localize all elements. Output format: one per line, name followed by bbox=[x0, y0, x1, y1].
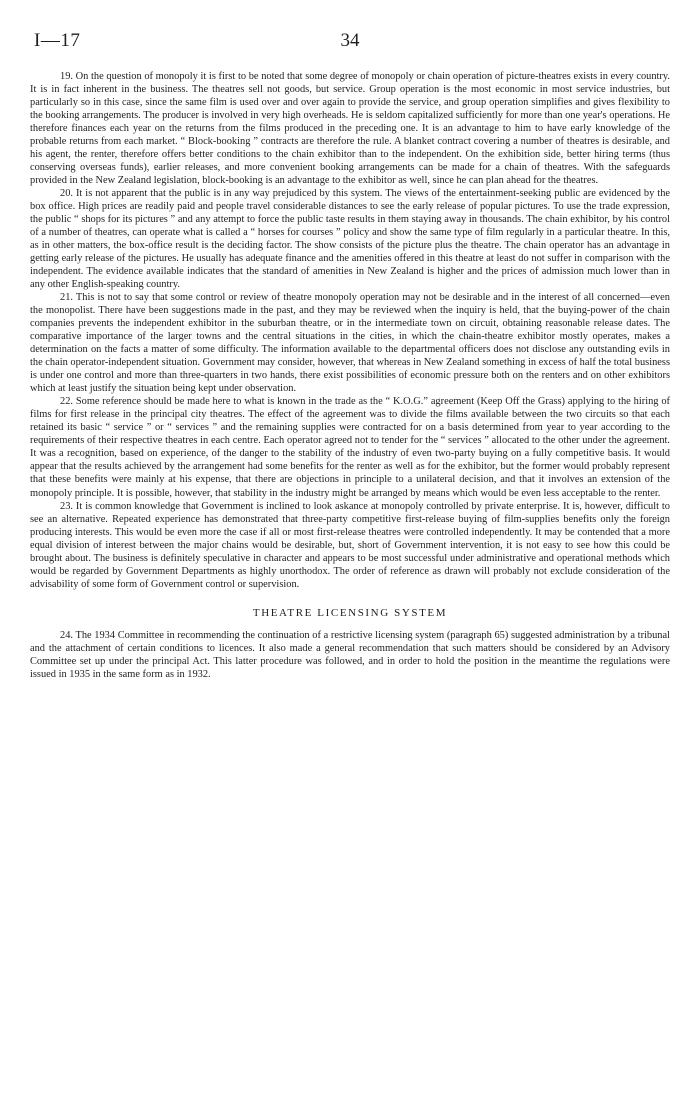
body-text bbox=[30, 70, 670, 681]
paragraph-19: 19. On the question of monopoly it is first to be noted that some degree of monopoly or chain operation of picture-theatres exists in every country. It is in fact inherent in the business. The theatres sell not goods, but service. Group operation is the most economic in most service industries, but particularly so in this case, since the same film is used over and over again to provide the service, and group operation simplifies and gives flexibility to the booking arrangements. The producer is involved in very high overheads. He is seldom capitalized sufficiently for more than one year's operations. He therefore finances each year on the returns from the films produced in the preceding one. It is an advantage to him to have early knowledge of the probable returns from each market. “ Block-booking ” contracts are therefore the rule. A blanket contract covering a number of theatres is desirable, and his agent, the renter, therefore offers better conditions to the chain exhibitor than to the independent. On the exhibition side, better hiring terms (thus conserving overseas funds), earlier releases, and more convenient booking arrangements can be made for a chain of theatres. With the safeguards provided in the New Zealand legislation, block-booking is an advantage to the exhibitor as well, since he can plan ahead for the theatres. bbox=[30, 71, 670, 187]
page-number: 34 bbox=[340, 30, 360, 51]
paragraph-23: 23. It is common knowledge that Government is inclined to look askance at monopoly controlled by private enterprise. It is, however, difficult to see an alternative. Repeated experience has demonstrated that three-party competitive first-release buying of film-supplies benefits only the foreign producing interests. This would be even more the case if all or most first-release theatres were controlled independently. It may be contended that a more equal division of interest between the major chains would be desirable, but, short of Government intervention, it is not easy to see how this could be brought about. The business is definitely speculative in character and appears to be most successful under administrative and operational methods which would be regarded by Government Departments as highly unorthodox. The order of reference as drawn will probably not exclude consideration of the advisability of some form of Government control or supervision. bbox=[30, 500, 670, 590]
paragraph-21: 21. This is not to say that some control or review of theatre monopoly operation may not be desirable and in the interest of all concerned—even the monopolist. There have been suggestions made in the past, and they may be reviewed when the inquiry is held, that the buying-power of the chain companies prevents the independent exhibitor in the suburban theatre, or in the intermediate town on circuit, obtaining reasonable release dates. The comparative importance of the larger towns and the central situations in the cities, in which the chain-theatre exhibitor mostly operates, makes a determination on the facts a matter of some difficulty. The information available to the departmental officers does not disclose any outstanding evils in the chain operator-independent situation. Government may consider, however, that whereas in New Zealand something in excess of half the total business is under one control and more than three-quarters in two hands, there exist possibilities of economic pressure both on the renters and on other exhibitors which at least justify the situation being kept under observation. bbox=[30, 292, 670, 395]
page-header bbox=[34, 30, 666, 54]
paragraph-20: 20. It is not apparent that the public is in any way prejudiced by this system. The views of the entertainment-seeking public are evidenced by the box office. High prices are readily paid and people travel considerable distances to see the early release of popular pictures. To use the trade expression, the public “ shops for its pictures ” and any attempt to force the public taste results in them staying away in thousands. The chain exhibitor, by his control of a number of theatres, can operate what is called a “ horses for courses ” policy and show the same type of film regularly in a particular theatre. In this, as in other matters, the box-office result is the deciding factor. The show consists of the picture plus the theatre. The chain operator has an advantage in getting early release of the pictures. He usually has adequate finance and the amenities offered in this theatre at least do not suffer in comparison with the independent. The evidence available indicates that the standard of amenities in New Zealand is higher and the prices of admission much lower than in any other English-speaking country. bbox=[30, 188, 670, 291]
section-heading: THEATRE LICENSING SYSTEM bbox=[252, 606, 448, 619]
paragraph-22: 22. Some reference should be made here to what is known in the trade as the “ K.O.G.” agreement (Keep Off the Grass) applying to the hiring of films for first release in the principal city theatres. The effect of the agreement was to divide the films available between the two circuits so that each retained its basic “ service ” or “ services ” and the remaining supplies were contracted for on a basis determined from year to year according to the requirements of their respective theatres in each centre. Each operator agreed not to tender for the “ services ” allocated to the other under the agreement. It was a recognition, based on experience, of the danger to the stability of the industry of even two-party buying on a fully competitive basis. It would appear that the results achieved by the arrangement had some benefits for the renter as well as for the exhibitor, but the former would probably represent that these benefits were mainly at his expense, that there are objections in principle to a unilateral decision, and that it involves an extension of the monopoly principle. It is possible, however, that stability in the industry might be arranged by means which would be even less acceptable to the renter. bbox=[30, 396, 670, 499]
document-reference: I—17 bbox=[34, 30, 81, 51]
paragraph-24: 24. The 1934 Committee in recommending the continuation of a restrictive licensing system (paragraph 65) suggested administration by a tribunal and the attachment of certain conditions to licences. It also made a general recommendation that such matters should be considered by an Advisory Committee set up under the principal Act. This latter procedure was followed, and in order to hold the position in the meantime the regulations were issued in 1935 in the same form as in 1932. bbox=[30, 629, 670, 680]
